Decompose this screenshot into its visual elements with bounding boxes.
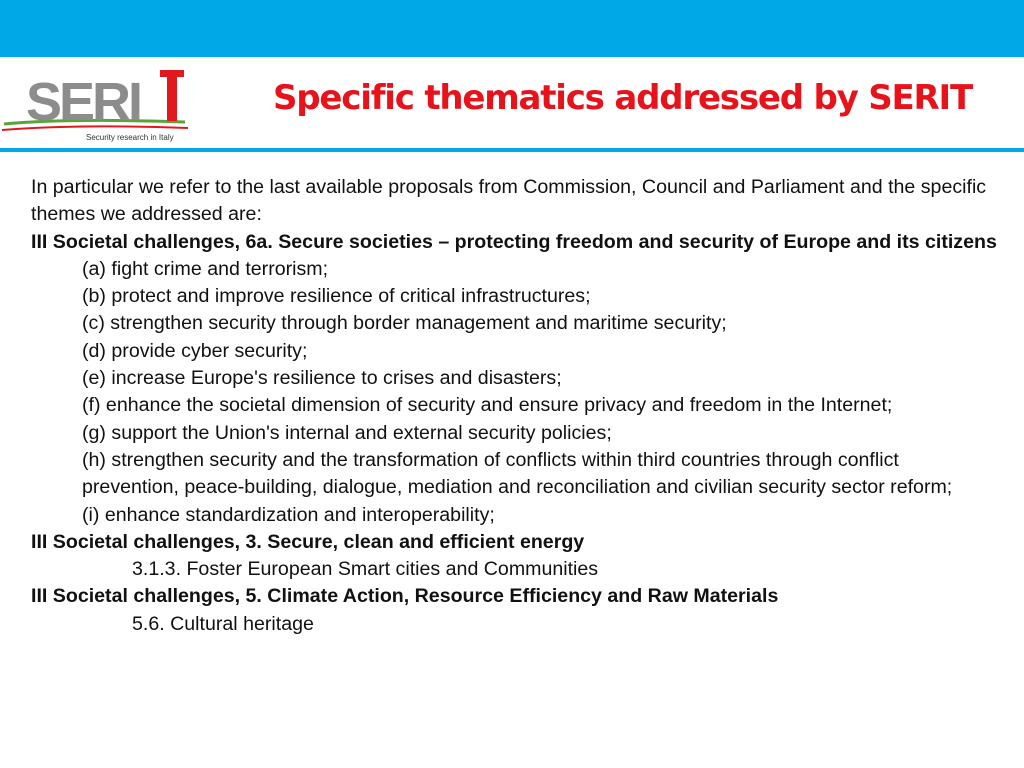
list-item: (b) protect and improve resilience of critical infrastructures; xyxy=(82,285,591,308)
slide-body xyxy=(31,174,997,638)
section-heading: III Societal challenges, 3. Secure, clean and efficient energy xyxy=(31,530,585,553)
top-color-band xyxy=(0,0,1024,57)
list-item: 5.6. Cultural heritage xyxy=(132,612,314,635)
list-item: (f) enhance the societal dimension of security and ensure privacy and freedom in the Internet; xyxy=(82,394,893,417)
intro-text: In particular we refer to the last available proposals from Commission, Council and Parliament and the specific themes we addressed are: xyxy=(31,176,987,226)
section-heading: III Societal challenges, 5. Climate Action, Resource Efficiency and Raw Materials xyxy=(31,585,779,608)
list-item: (g) support the Union's internal and external security policies; xyxy=(82,421,612,444)
section-heading: III Societal challenges, 6a. Secure societies – protecting freedom and security of Europe and its citizens xyxy=(31,230,997,253)
list-item: (d) provide cyber security; xyxy=(82,339,308,362)
page-title: Specific thematics addressed by SERIT xyxy=(273,78,972,118)
header-divider xyxy=(0,148,1024,152)
serit-logo-icon xyxy=(0,64,190,144)
logo-tagline: Security research in Italy xyxy=(86,133,174,142)
section-item-list xyxy=(31,556,997,583)
list-item: (a) fight crime and terrorism; xyxy=(82,257,329,280)
list-item: (i) enhance standardization and interoperability; xyxy=(82,503,495,526)
list-item: (h) strengthen security and the transformation of conflicts within third countries through conflict prevention, peace-building, dialogue, mediation and reconciliation and civilian security sector reform; xyxy=(82,448,953,499)
list-item: (e) increase Europe's resilience to crises and disasters; xyxy=(82,367,562,390)
section-item-list xyxy=(31,256,997,529)
list-item: 3.1.3. Foster European Smart cities and Communities xyxy=(132,558,599,581)
svg-text:SERI: SERI xyxy=(26,72,141,132)
section-item-list xyxy=(31,611,997,638)
list-item: (c) strengthen security through border management and maritime security; xyxy=(82,312,727,335)
serit-logo xyxy=(0,64,190,144)
